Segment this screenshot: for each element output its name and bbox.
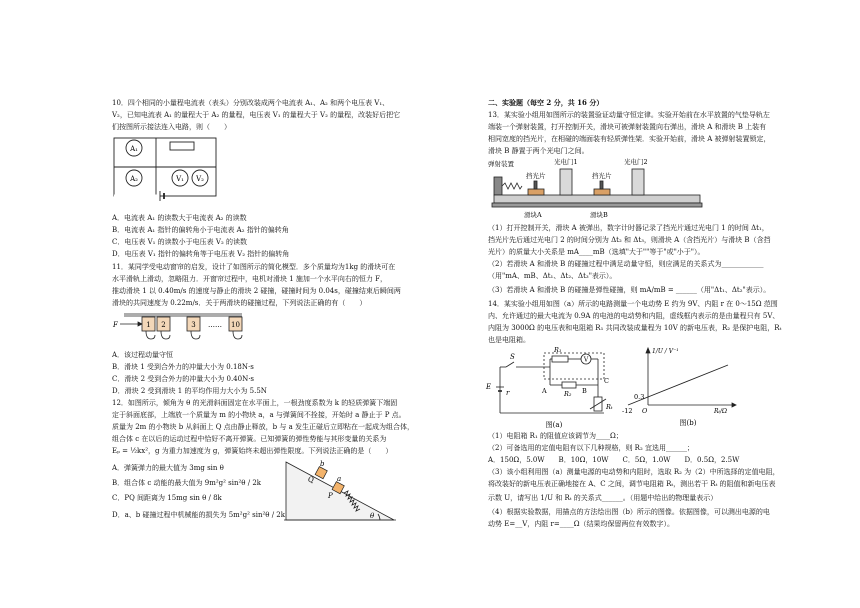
x-intercept-label: -12	[622, 407, 633, 415]
node-c-label: C	[604, 377, 609, 385]
slider-2-label: 2	[161, 321, 166, 329]
q11-line-3: 推动滑块 1 以 0.40m/s 的速度与静止的滑块 2 碰撞，碰撞时间为 0.04s，碰撞结束后瞬间两	[112, 287, 401, 295]
q10-option-c: C．电压表 V₁ 的读数小于电压表 V₂ 的读数	[112, 238, 247, 246]
slider-a-label: 滑块A	[524, 211, 542, 219]
q13-line-3: 相同宽度的挡光片，在相碰的端面装有轻质弹性架．实验开始前，滑块 A 被弹射装置锁定，	[488, 135, 771, 143]
q11-line-1: 11．某同学受电动窗帘的启发，设计了如图所示的简化模型．多个质量均为1kg 的滑块可在	[112, 263, 396, 271]
figure-a-caption: 图(a)	[545, 421, 563, 429]
shutter-b-label: 挡光片	[592, 172, 612, 180]
q14-sub-4b: 动势 E=__V，内阻 r=____Ω（结果均保留两位有效数字）。	[488, 520, 674, 528]
slider-3-label: 3	[191, 321, 196, 329]
q14-sub-1: （1）电阻箱 R₁ 的阻值应该调节为____Ω；	[488, 432, 623, 440]
photogate-2-label: 光电门2	[624, 158, 648, 166]
q14-line-3: 内阻为 3000Ω 的电压表和电阻箱 R₁ 共同改装成量程为 10V 的新电压表，R₂ 是保护电阻，Rₜ	[488, 324, 782, 332]
photogate-1-label: 光电门1	[554, 158, 578, 166]
q10-circuit-figure	[112, 134, 222, 208]
q12-option-c: C．PQ 间距离为 15mg sin θ / 8k	[112, 494, 222, 502]
q12-option-b: B．组合体 c 动能的最大值为 9m²g² sin²θ / 2k	[112, 479, 262, 487]
figure-b-caption: 图(b)	[679, 419, 697, 427]
resistor-r1-label: R₁	[554, 346, 562, 354]
q13-line-1: 13．某实验小组用如图所示的装置验证动量守恒定律。实验开始前在水平放置的气垫导轨左	[488, 111, 770, 119]
shutter-a-label: 挡光片	[526, 172, 546, 180]
q13-sub-1b: 挡光片先后通过光电门 2 的时间分别为 Δt₂ 和 Δt₃，则滑块 A（含挡光片）与滑块 B（含挡	[488, 236, 771, 244]
node-b-label: B	[582, 387, 587, 395]
q10-line-2: V₂，已知电流表 A₁ 的量程大于 A₂ 的量程，电压表 V₁ 的量程大于 V₂ 的量程，改装好后把它	[112, 111, 401, 119]
internal-r-label: r	[506, 389, 510, 397]
voltmeter-v-label: V	[583, 356, 589, 364]
q10-option-d: D．电压表 V₁ 指针的偏转角等于电压表 V₂ 指针的偏转角	[112, 250, 290, 258]
q12-line-3: 质量为 2m 的小物块 b 从斜面上 Q 点由静止释放，b 与 a 发生正碰后立即粘在一起成为组合体，	[112, 423, 414, 431]
q14-sub-4a: （4）根据实验数据，用描点的方法绘出图（b）所示的图像。依据图像，可以测出电源的电	[488, 508, 770, 516]
q11-line-2: 水平滑轨上滑动，忽略阻力．开窗帘过程中，电机对滑块 1 施加一个水平向右的恒力 F，	[112, 275, 387, 283]
block-b-label: b	[320, 460, 325, 468]
q11-option-b: B．滑块 1 受到合外力的冲量大小为 0.18N·s	[112, 363, 254, 371]
q11-option-c: C．滑块 2 受到合外力的冲量大小为 0.40N·s	[112, 375, 255, 383]
q11-line-4: 滑块的共同速度为 0.22m/s．关于两滑块的碰撞过程，下列说法正确的有（ ）	[112, 299, 367, 307]
q12-line-5: Eₚ = ½kx²，g 为重力加速度为 g，弹簧始终未超出弹性限度。下列说法正确的是（ ）	[112, 447, 393, 455]
q13-sub-3: （3）若滑块 A 和滑块 B 的碰撞是弹性碰撞，则 mA/mB = ______（用"Δt₁、Δt₂"表示）。	[488, 286, 771, 294]
launcher-label: 弹射装置	[488, 160, 514, 168]
meter-v2-label: V₂	[196, 175, 204, 183]
q10-option-b: B．电流表 A₁ 指针的偏转角小于电流表 A₂ 指针的偏转角	[112, 226, 289, 234]
q13-sub-2a: （2）若滑块 A 和滑块 B 的碰撞过程中满足动量守恒，则应满足的关系式为____________	[488, 260, 764, 268]
q14-sub-2-options: A．150Ω，5.0W B．10Ω，10W C．5Ω，1.0W D．0.5Ω，2.5W	[488, 456, 740, 464]
slider-ellipsis: ……	[208, 321, 222, 329]
q10-line-3: 们按图所示接法连入电路，则（ ）	[112, 123, 231, 131]
meter-a2-label: A₂	[130, 175, 138, 183]
q12-line-2: 定于斜面底部，上端放一个质量为 m 的小物块 a，a 与弹簧间不拴接，开始时 a 静止于 P 点。	[112, 411, 406, 419]
battery-e-label: E	[486, 383, 492, 391]
resistor-rt-label: Rₜ	[606, 403, 613, 411]
intercept-label: 0.3	[634, 393, 645, 401]
slider-10-label: 10	[231, 321, 240, 329]
force-f-label: F	[113, 321, 118, 329]
slider-b-label: 滑块B	[590, 211, 608, 219]
q11-option-d: D．滑块 2 受到滑块 1 的平均作用力大小为 5.5N	[112, 387, 267, 395]
meter-v1-label: V₁	[176, 175, 184, 183]
q14-sub-3b: 将改装好的新电压表正确地接在 A、C 之间，调节电阻箱 Rₜ，测出若干 Rₜ 的阻值和新电压表	[488, 480, 776, 488]
node-a-label: A	[542, 387, 547, 395]
angle-theta-label: θ	[370, 512, 375, 520]
q14-line-1: 14．某实验小组用如图（a）所示的电路测量一个电动势 E 约为 9V、内阻 r 在 0～15Ω 范围	[488, 300, 778, 308]
q10-line-1: 10．四个相同的小量程电流表（表头）分别改装成两个电流表 A₁、A₂ 和两个电压表 V₁、	[112, 99, 390, 107]
q14-sub-2: （2）可备选用的定值电阻有以下几种规格，则 R₂ 宜选用______；	[488, 444, 694, 452]
q13-sub-2b: （用"mA、mB、Δt₁、Δt₂、Δt₃"表示）。	[488, 272, 617, 280]
q12-line-4: 组合体 c 在以后的运动过程中恰好不离开弹簧。已知弹簧的弹性势能与其形变量的关系为	[112, 435, 387, 443]
slider-1-label: 1	[146, 321, 151, 329]
q13-sub-1a: （1）打开控制开关，滑块 A 被弹出，数字计时器记录了挡光片通过光电门 1 的时间 Δt₁，	[488, 224, 769, 232]
q14-circuit-figure-a	[486, 346, 624, 429]
q10-option-a: A．电流表 A₁ 的读数大于电流表 A₂ 的读数	[112, 214, 247, 222]
q12-line-1: 12．如图所示，倾角为 θ 的光滑斜面固定在水平面上，一根劲度系数为 k 的轻质弹簧下端固	[112, 399, 398, 407]
q14-sub-3c: 示数 U，请写出 1/U 和 Rₜ 的关系式______。（用题中给出的物理量表示）	[488, 494, 718, 502]
q12-option-a: A．弹簧弹力的最大值为 3mg sin θ	[112, 464, 224, 472]
meter-a1-label: A₁	[130, 145, 138, 153]
resistor-r2-label: R₂	[564, 390, 572, 398]
point-q-label: Q	[308, 476, 314, 484]
switch-s-label: S	[510, 353, 515, 361]
q13-sub-1c: 光片）的质量大小关系是 mA____mB（选填"大于""等于"或"小于"）。	[488, 248, 705, 256]
q11-slider-figure	[112, 310, 247, 346]
block-a-label: a	[337, 475, 342, 483]
q14-line-2: 内、允许通过的最大电流为 0.9A 的电池的电动势和内阻，虚线框内表示的是由量程只有 5V、	[488, 312, 780, 320]
q11-option-a: A．该过程动量守恒	[112, 351, 174, 359]
q12-incline-figure	[284, 456, 399, 526]
x-axis-label: Rₜ/Ω	[714, 408, 727, 415]
q13-line-2: 端装一个弹射装置，打开控制开关，滑块可被弹射装置向右弹出，滑块 A 和滑块 B 上装有	[488, 123, 767, 131]
q13-line-4: 滑块 B 静置于两个光电门之间。	[488, 147, 589, 155]
q12-option-d: D．a、b 碰撞过程中机械能的损失为 5m²g² sin²θ / 2k	[112, 511, 285, 519]
section-title: 二、实验题（每空 2 分，共 16 分）	[488, 98, 604, 107]
q14-sub-3a: （3）该小组利用图（a）测量电源的电动势和内阻时，选取 R₂ 为（2）中所选择的定值电阻，	[488, 468, 780, 476]
q14-graph-figure-b	[622, 345, 738, 429]
q13-airtrack-figure	[488, 155, 703, 221]
point-p-label: P	[328, 492, 333, 500]
y-axis-label: 1/U / V⁻¹	[652, 348, 679, 355]
origin-label: O	[642, 407, 648, 415]
q14-line-4: 也是电阻箱。	[488, 336, 530, 344]
